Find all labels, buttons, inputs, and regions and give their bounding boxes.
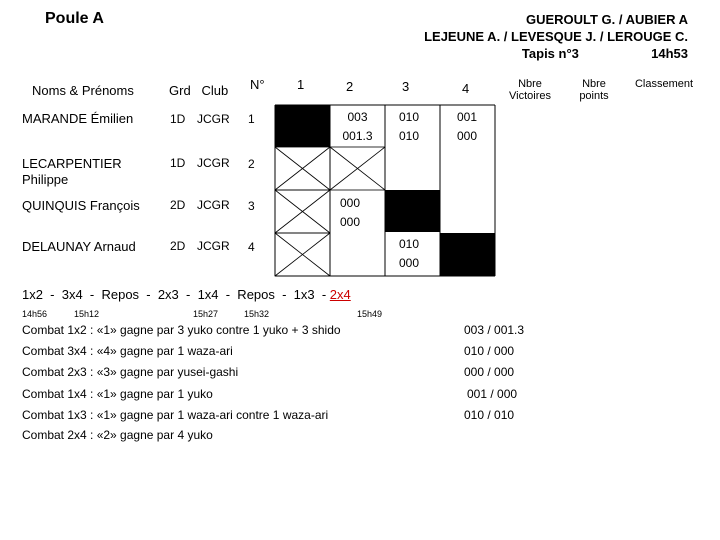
pool-title: Poule A bbox=[45, 10, 104, 27]
black-cell-1 bbox=[275, 105, 330, 147]
header-col-1: 1 bbox=[297, 77, 305, 92]
number-2: 2 bbox=[248, 157, 255, 171]
combat-score-2: 010 / 000 bbox=[464, 344, 515, 358]
score-top: 000 bbox=[339, 196, 361, 210]
score-1-vs-4 bbox=[442, 108, 492, 146]
combat-line-3: Combat 2x3 : «3» gagne par yusei-gashi bbox=[22, 365, 239, 379]
fight-sequence-current: 2x4 bbox=[329, 287, 351, 302]
combat-score-4: 001 / 000 bbox=[467, 387, 518, 401]
header-number: N° bbox=[250, 77, 265, 92]
header-names: Noms & Prénoms bbox=[32, 83, 134, 98]
header-points: Nbre points bbox=[579, 78, 609, 102]
combat-line-4: Combat 1x4 : «1» gagne par 1 yuko bbox=[22, 387, 213, 401]
number-3: 3 bbox=[248, 199, 255, 213]
header-grade-club: Grd Club bbox=[169, 83, 229, 98]
time-3: 15h27 bbox=[193, 309, 219, 319]
grade-3: 2D bbox=[170, 198, 186, 212]
score-3-vs-2 bbox=[326, 194, 374, 232]
club-3: JCGR bbox=[197, 198, 230, 212]
competitor-name-1: MARANDE Émilien bbox=[22, 111, 134, 126]
combat-score-3: 000 / 000 bbox=[464, 365, 515, 379]
number-1: 1 bbox=[248, 112, 255, 126]
header-col-4: 4 bbox=[462, 81, 470, 96]
score-bottom: 000 bbox=[339, 215, 361, 229]
combat-line-2: Combat 3x4 : «4» gagne par 1 waza-ari bbox=[22, 344, 233, 358]
score-bottom: 001.3 bbox=[342, 129, 373, 143]
number-4: 4 bbox=[248, 240, 255, 254]
club-2: JCGR bbox=[197, 156, 230, 170]
score-bottom: 000 bbox=[398, 256, 420, 270]
score-1-vs-3 bbox=[385, 108, 433, 146]
header-col-2: 2 bbox=[346, 79, 354, 94]
time-1: 14h56 bbox=[22, 309, 48, 319]
club-4: JCGR bbox=[197, 239, 230, 253]
fight-sequence-text: 1x2 - 3x4 - Repos - 2x3 - 1x4 - Repos - 1x3 - bbox=[22, 287, 327, 302]
time-2: 15h12 bbox=[74, 309, 100, 319]
combat-line-5: Combat 1x3 : «1» gagne par 1 waza-ari contre 1 waza-ari bbox=[22, 408, 329, 422]
header-victories: Nbre Victoires bbox=[509, 78, 551, 102]
grade-4: 2D bbox=[170, 239, 186, 253]
black-cell-4 bbox=[440, 233, 495, 276]
score-top: 010 bbox=[398, 110, 420, 124]
black-cell-3 bbox=[385, 190, 440, 232]
club-1: JCGR bbox=[197, 112, 230, 126]
time-5: 15h49 bbox=[357, 309, 383, 319]
mat-and-time: Tapis n°3 14h53 bbox=[521, 46, 688, 61]
referees-line-2: LEJEUNE A. / LEVESQUE J. / LEROUGE C. bbox=[424, 29, 688, 44]
combat-score-5: 010 / 010 bbox=[464, 408, 515, 422]
grade-1: 1D bbox=[170, 112, 186, 126]
grade-2: 1D bbox=[170, 156, 186, 170]
score-bottom: 010 bbox=[398, 129, 420, 143]
referees-line-1: GUEROULT G. / AUBIER A bbox=[525, 12, 688, 27]
competitor-name-3: QUINQUIS François bbox=[22, 198, 140, 213]
score-4-vs-3 bbox=[385, 235, 433, 273]
header-col-3: 3 bbox=[402, 79, 410, 94]
competitor-name-4: DELAUNAY Arnaud bbox=[22, 239, 136, 254]
fight-sequence bbox=[22, 287, 351, 302]
score-1-vs-2 bbox=[330, 108, 385, 146]
score-bottom: 000 bbox=[456, 129, 478, 143]
header-ranking: Classement bbox=[634, 78, 694, 90]
score-top: 003 bbox=[347, 110, 368, 124]
competitor-name-2: LECARPENTIER Philippe bbox=[22, 156, 122, 187]
combat-score-1: 003 / 001.3 bbox=[464, 323, 525, 337]
score-top: 001 bbox=[456, 110, 478, 124]
combat-line-6: Combat 2x4 : «2» gagne par 4 yuko bbox=[22, 428, 213, 442]
score-top: 010 bbox=[398, 237, 420, 251]
combat-line-1: Combat 1x2 : «1» gagne par 3 yuko contre 1 yuko + 3 shido bbox=[22, 323, 341, 337]
time-4: 15h32 bbox=[244, 309, 270, 319]
